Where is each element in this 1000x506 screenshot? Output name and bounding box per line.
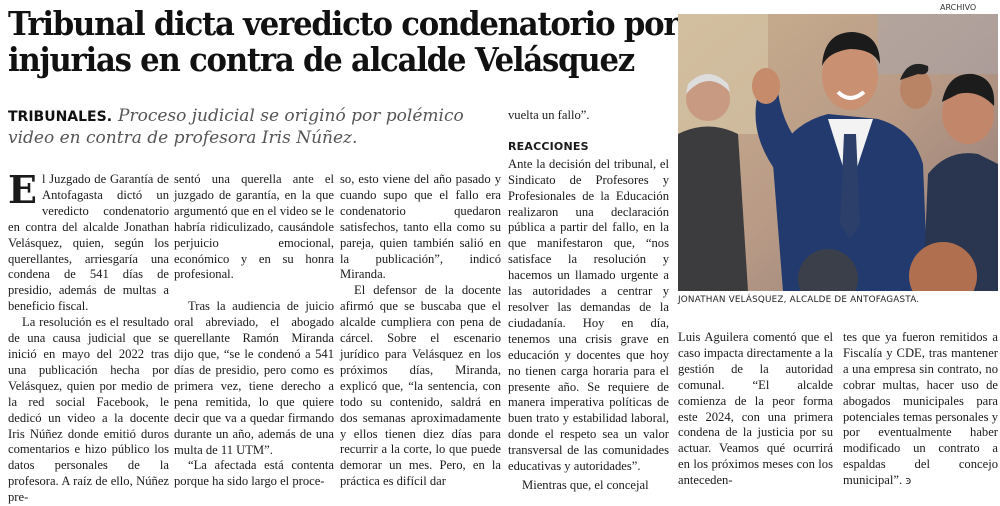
headline — [8, 4, 679, 79]
paragraph: Tras la audiencia de juicio oral abreviado, el abogado querellante Ramón Miranda dijo que, “se le condenó a 541 días de presidio, pero como es primera vez, tiene derecho a pena remitida, lo que quiere decir que va a quedar firmando durante un año, además de una multa de 11 UTM”. — [174, 299, 334, 457]
paragraph: El defensor de la docente afirmó que se buscaba que el alcalde cumpliera con pena de cárcel. Sobre el escenario jurídico para Velásquez en los próximos días, Miranda, explicó que, “la sentencia, con todo su contenido, saldrá en dos semanas aproximadamente y ellos tienen diez días para recurrir a la corte, lo que puede demorar un mes. Pero, en la práctica es difícil dar — [340, 283, 501, 489]
article-column-3 — [340, 172, 501, 490]
end-mark: ꜿ — [905, 474, 912, 488]
article-column-4 — [508, 108, 669, 494]
deck-text: Proceso judicial se originó por polémico video en contra de profesora Iris Núñez. — [8, 106, 464, 148]
deck — [8, 106, 503, 149]
article-photo — [678, 14, 998, 291]
photo-credit: ARCHIVO — [940, 3, 977, 12]
paragraph: tes que ya fueron remitidos a Fiscalía y CDE, tras mantener a una empresa sin contrato, no cobrar multas, hacer uso de abogados municipales para potenciales temas personales y por eventualmente haber modificado un contrato a espaldas del concejo municipal”. — [843, 330, 998, 488]
article-column-5 — [678, 330, 833, 489]
photo-caption: JONATHAN VELÁSQUEZ, ALCALDE DE ANTOFAGASTA. — [678, 295, 920, 305]
paragraph: so, esto viene del año pasado y cuando supo que el fallo era condenatorio quedaron satisfechos, tanto ella como su pareja, quien también salió en la publicación”, indicó Miranda. — [340, 172, 501, 282]
paragraph: Mientras que, el concejal — [522, 477, 649, 492]
subhead-reacciones: REACCIONES — [508, 139, 589, 153]
article-column-1 — [8, 167, 169, 506]
paragraph: Ante la decisión del tribunal, el Sindicato de Profesores y Profesionales de la Educación realizaron una declaración pública a partir del fallo, en la que manifestaron que, “nos satisface la resolución y hacemos un llamado urgente a las autoridades a centrar y resolver las demandas de la ciudadanía. Hoy en día, tenemos una crisis grave en educación y docentes que hoy no tienen carga horaria para el presente año. Se requiere de manera imperativa políticas de buen trato y estabilidad laboral, donde el respeto sea un valor transversal de las comunidades educativas y autoridades”. — [508, 156, 669, 474]
section-kicker: TRIBUNALES. — [8, 109, 113, 125]
headline-line-2: injurias en contra de alcalde Velásquez — [8, 40, 635, 79]
paragraph: “La afectada está contenta porque ha sido largo el proce- — [174, 458, 334, 489]
article-column-6 — [843, 330, 998, 489]
paragraph: La resolución es el resultado de una causa judicial que se inició en mayo del 2022 tras una publicación hecha por Velásquez, quien por medio de la red social Facebook, le dedicó un video a la docente Iris Núñez donde emitió duros comentarios e hizo público los datos personales de la profesora. A raíz de ello, Núñez pre- — [8, 315, 169, 505]
paragraph: l Juzgado de Garantía de Antofagasta dictó un veredicto condenatorio en contra del alcalde Jonathan Velásquez, quien, según los querellantes, arriesgaría una condena de 541 días de presidio, además de multas a beneficio fiscal. — [8, 172, 169, 314]
paragraph: vuelta un fallo”. — [508, 108, 590, 122]
headline-line-1: Tribunal dicta veredicto condenatorio por — [8, 4, 679, 43]
photo-illustration — [678, 14, 998, 291]
paragraph: Luis Aguilera comentó que el caso impacta directamente a la gestión de la autoridad comunal. “El alcalde comienza de la peor forma este 2024, con una primera condena de la justicia por su actuar. Veamos qué ocurrirá en los próximos meses con los anteceden- — [678, 330, 833, 488]
drop-cap: E — [8, 167, 37, 212]
article-column-2 — [174, 172, 334, 490]
paragraph: sentó una querella ante el juzgado de garantía, en la que argumentó que en el video se le habría ridiculizado, causándole perjuicio emocional, económico y en su honra profesional. — [174, 172, 334, 282]
